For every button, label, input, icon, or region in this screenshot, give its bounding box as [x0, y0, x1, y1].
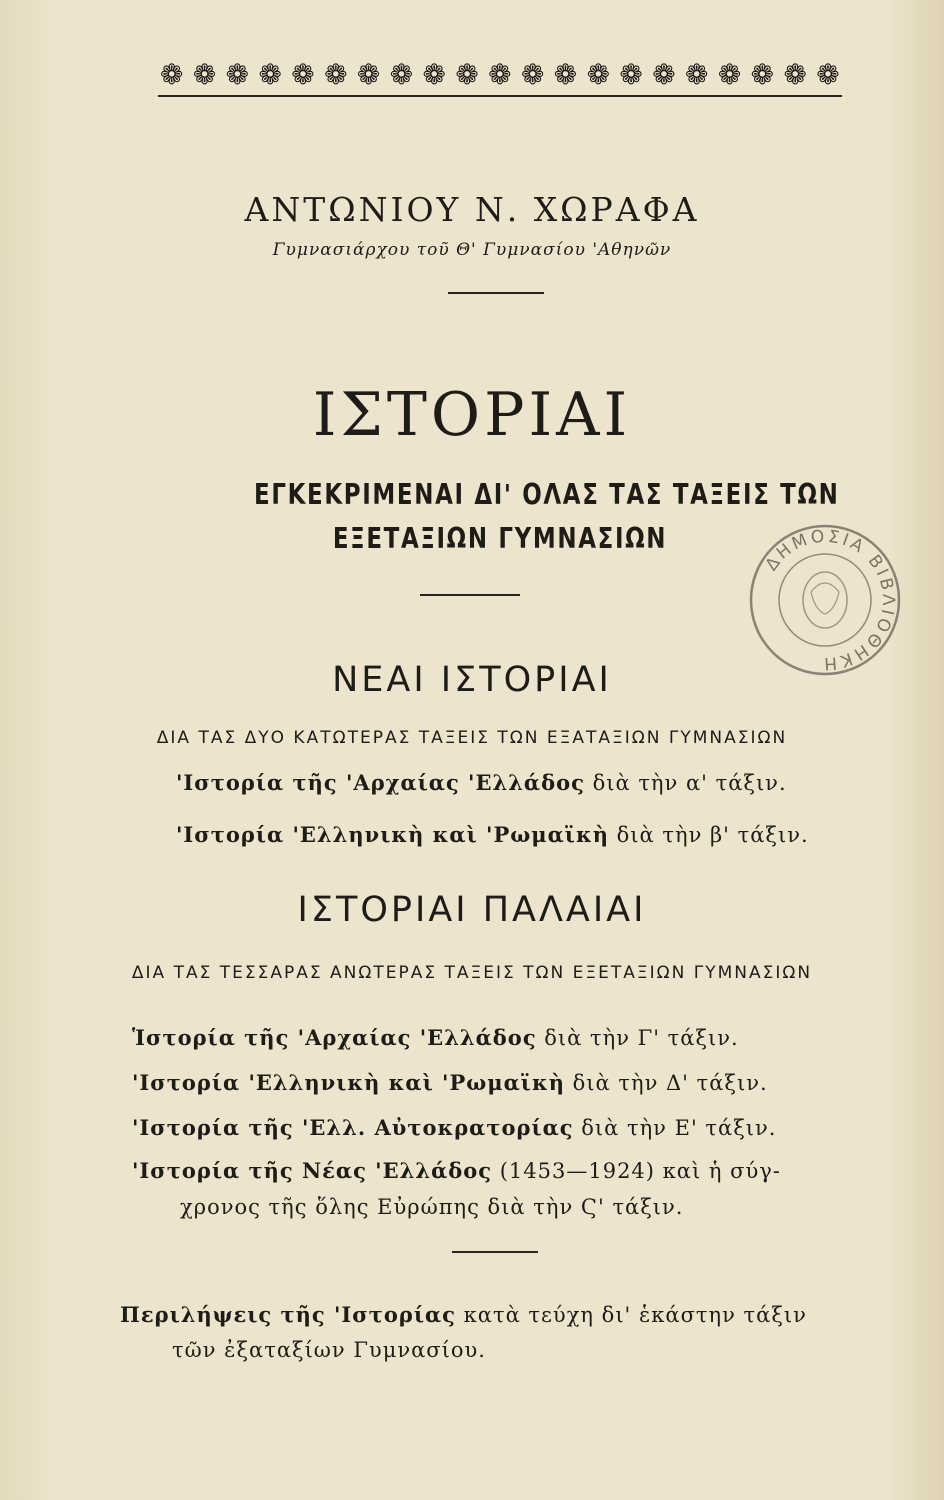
ornament-icon: ❁: [553, 57, 578, 91]
list-item: [176, 770, 787, 795]
entry-continuation: χρονος τῆς ὅλης Εὐρώπης διὰ τὴν Ϛ' τάξιν.: [180, 1195, 684, 1219]
ornament-icon: ❁: [783, 57, 807, 91]
ornament-icon: ❁: [291, 57, 315, 91]
entry-title: 'Ιστορία τῆς 'Ελλ. Αὐτοκρατορίας: [132, 1115, 574, 1140]
entry-detail: (1453—1924) καὶ ἡ σύγ-: [492, 1159, 781, 1183]
library-stamp-icon: [745, 520, 905, 680]
title-subtitle-line1: ΕΓΚΕΚΡΙΜΕΝΑΙ ΔΙ' ΟΛΑΣ ΤΑΣ ΤΑΞΕΙΣ ΤΩΝ: [254, 478, 840, 511]
ornament-icon: ❁: [258, 57, 282, 91]
entry-title: 'Ιστορία τῆς Νέας 'Ελλάδος: [132, 1158, 493, 1183]
summaries-detail: κατὰ τεύχη δι' ἑκάστην τάξιν: [455, 1303, 807, 1327]
section-heading-new: ΝΕΑΙ ΙΣΤΟΡΙΑΙ: [332, 660, 612, 700]
author-position: Γυμνασιάρχου τοῦ Θ' Γυμνασίου 'Αθηνῶν: [272, 240, 672, 260]
list-item: [176, 822, 809, 847]
summaries-line2: τῶν ἐξαταξίων Γυμνασίου.: [172, 1338, 486, 1362]
ornament-icon: ❁: [520, 57, 545, 91]
ornament-icon: ❁: [324, 57, 348, 91]
list-item: [132, 1115, 776, 1140]
main-title: ΙΣΤΟΡΙΑΙ: [312, 380, 632, 450]
ornament-border: [160, 56, 840, 92]
section-subheading-new: ΔΙΑ ΤΑΣ ΔΥΟ ΚΑΤΩΤΕΡΑΣ ΤΑΞΕΙΣ ΤΩΝ ΕΞΑΤΑΞΙΩΝ ΓΥΜΝΑΣΙΩΝ: [156, 728, 788, 748]
divider: [452, 1251, 538, 1253]
summaries-line: [120, 1302, 807, 1327]
ornament-icon: ❁: [717, 57, 742, 91]
ornament-icon: ❁: [750, 57, 775, 91]
entry-title: 'Ιστορία τῆς 'Αρχαίας 'Ελλάδος: [176, 770, 585, 795]
entry-title: 'Ιστορία 'Ελληνικὴ καὶ 'Ρωμαϊκὴ: [132, 1070, 565, 1095]
ornament-icon: ❁: [422, 57, 446, 91]
ornament-icon: ❁: [356, 57, 381, 91]
section-heading-old: ΙΣΤΟΡΙΑΙ ΠΑΛΑΙΑΙ: [297, 890, 647, 930]
entry-detail: διὰ τὴν Γ' τάξιν.: [536, 1026, 739, 1050]
entry-detail: διὰ τὴν β' τάξιν.: [608, 823, 809, 847]
ornament-icon: ❁: [586, 57, 611, 91]
summaries-title: Περιλήψεις τῆς 'Ιστορίας: [120, 1302, 456, 1327]
ornament-icon: ❁: [619, 57, 643, 91]
ornament-icon: ❁: [652, 57, 676, 91]
stamp-text: ΔΗΜΟΣΙΑ ΒΙΒΛΙΟΘΗΚΗ: [761, 526, 899, 674]
list-item: [132, 1025, 739, 1050]
ornament-icon: ❁: [225, 57, 250, 91]
entry-title: 'Ιστορία 'Ελληνικὴ καὶ 'Ρωμαϊκὴ: [176, 822, 609, 847]
ornament-icon: ❁: [816, 57, 840, 91]
list-item: [132, 1158, 781, 1183]
entry-title: Ἱστορία τῆς 'Αρχαίας 'Ελλάδος: [132, 1025, 537, 1050]
list-item: [132, 1070, 768, 1095]
ornament-icon: ❁: [192, 57, 217, 91]
author-name: ΑΝΤΩΝΙΟΥ Ν. ΧΩΡΑΦΑ: [244, 190, 700, 229]
entry-detail: διὰ τὴν Δ' τάξιν.: [564, 1071, 768, 1095]
ornament-icon: ❁: [488, 57, 512, 91]
ornament-icon: ❁: [160, 57, 184, 91]
entry-detail: διὰ τὴν α' τάξιν.: [584, 771, 787, 795]
ornament-icon: ❁: [455, 57, 479, 91]
divider: [448, 292, 544, 294]
ornament-icon: ❁: [685, 57, 709, 91]
wavy-divider: [420, 594, 520, 596]
title-subtitle-line2: ΕΞΕΤΑΞΙΩΝ ΓΥΜΝΑΣΙΩΝ: [332, 522, 668, 555]
section-subheading-old: ΔΙΑ ΤΑΣ ΤΕΣΣΑΡΑΣ ΑΝΩΤΕΡΑΣ ΤΑΞΕΙΣ ΤΩΝ ΕΞΕΤΑΞΙΩΝ ΓΥΜΝΑΣΙΩΝ: [131, 963, 813, 983]
ornament-rule: [158, 95, 842, 97]
entry-detail: διὰ τὴν Ε' τάξιν.: [573, 1116, 777, 1140]
ornament-icon: ❁: [389, 57, 414, 91]
